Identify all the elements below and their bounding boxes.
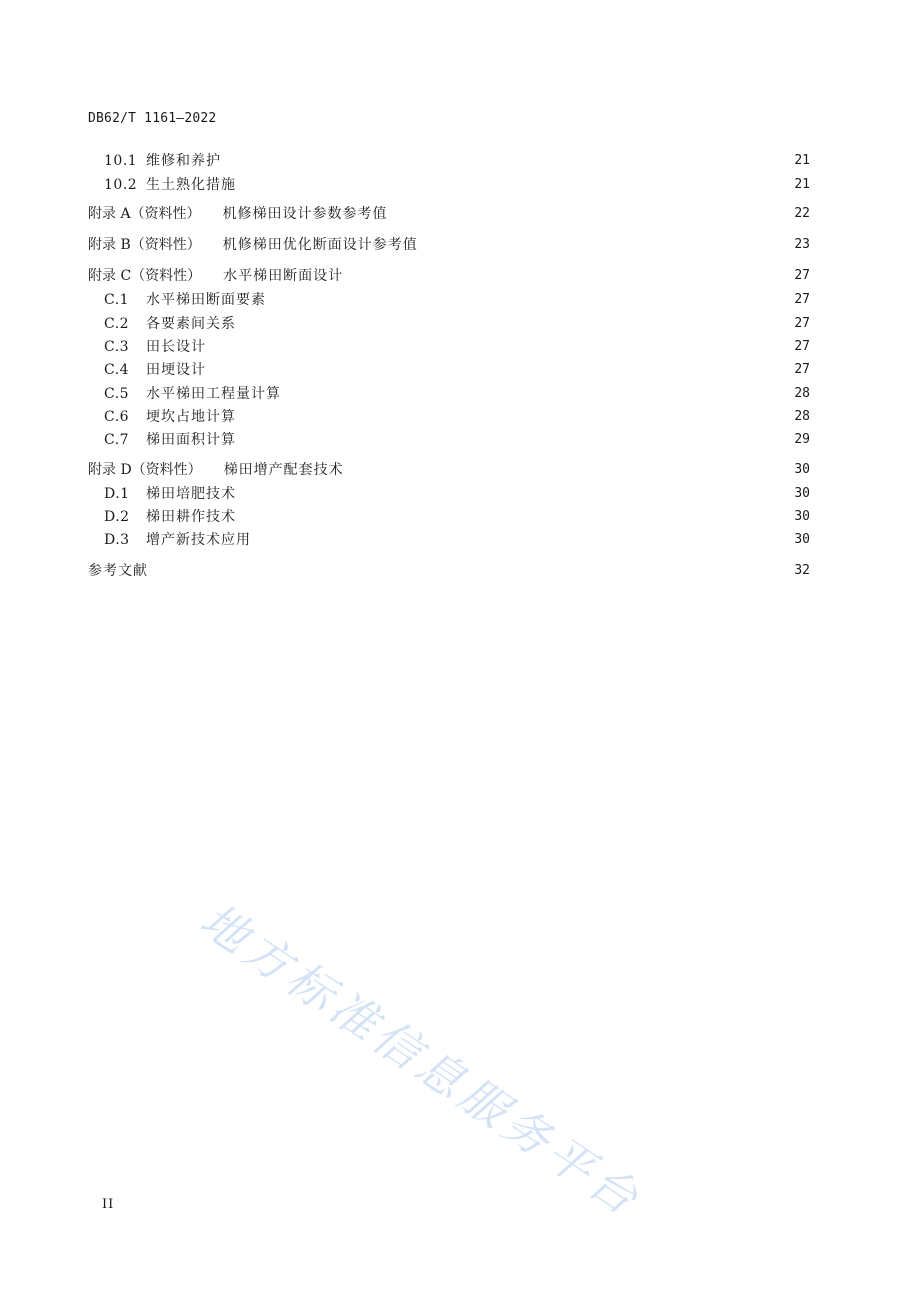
toc-entry-number: C.7 <box>104 432 130 448</box>
toc-entry-number: D.2 <box>104 509 130 525</box>
toc-entry-appendix-c[interactable] <box>88 266 810 286</box>
toc-entry-prefix: 附录 B（资料性） <box>88 237 201 253</box>
toc-entry-prefix: 附录 D（资料性） <box>88 462 202 478</box>
toc-entry-c-4[interactable] <box>88 360 810 380</box>
toc-leader-dots <box>270 290 788 310</box>
toc-leader-dots <box>240 507 788 527</box>
toc-entry-page: 30 <box>794 509 810 524</box>
toc-entry-page: 29 <box>794 432 810 447</box>
toc-entry-10-1[interactable] <box>88 151 810 171</box>
toc-entry-references[interactable] <box>88 561 810 581</box>
toc-leader-dots <box>240 407 788 427</box>
toc-leader-dots <box>210 337 788 357</box>
toc-entry-page: 28 <box>794 409 810 424</box>
toc-entry-title: 埂坎占地计算 <box>146 409 236 425</box>
toc-entry-c-1[interactable] <box>88 290 810 310</box>
toc-entry-number: C.5 <box>104 386 130 402</box>
toc-entry-title: 各要素间关系 <box>146 316 236 332</box>
toc-entry-page: 32 <box>794 563 810 578</box>
toc-entry-number: D.3 <box>104 532 130 548</box>
toc-entry-title: 水平梯田工程量计算 <box>146 386 281 402</box>
toc-leader-dots <box>210 360 788 380</box>
toc-leader-dots <box>240 430 788 450</box>
toc-entry-page: 21 <box>794 153 810 168</box>
toc-entry-page: 27 <box>794 292 810 307</box>
toc-entry-page: 27 <box>794 362 810 377</box>
toc-entry-page: 27 <box>794 316 810 331</box>
toc-leader-dots <box>347 266 788 286</box>
toc-leader-dots <box>392 204 788 224</box>
toc-leader-dots <box>152 561 788 581</box>
toc-entry-page: 23 <box>794 237 810 252</box>
toc-entry-d-3[interactable] <box>88 530 810 550</box>
toc-entry-c-5[interactable] <box>88 384 810 404</box>
toc-leader-dots <box>348 460 788 480</box>
toc-leader-dots <box>240 314 788 334</box>
toc-entry-number: C.3 <box>104 339 130 355</box>
toc-entry-title: 水平梯田断面设计 <box>223 268 344 284</box>
toc-entry-d-1[interactable] <box>88 484 810 504</box>
toc-entry-prefix: 附录 C（资料性） <box>88 268 202 284</box>
toc-entry-appendix-b[interactable] <box>88 235 810 255</box>
toc-entry-c-3[interactable] <box>88 337 810 357</box>
toc-entry-title: 机修梯田设计参数参考值 <box>222 206 388 222</box>
toc-leader-dots <box>225 151 788 171</box>
toc-entry-page: 30 <box>794 486 810 501</box>
toc-entry-number: 10.1 <box>104 153 138 169</box>
toc-entry-number: C.2 <box>104 316 130 332</box>
toc-leader-dots <box>240 484 788 504</box>
toc-entry-number: D.1 <box>104 486 130 502</box>
toc-entry-title: 水平梯田断面要素 <box>146 292 266 308</box>
toc-entry-title: 机修梯田优化断面设计参考值 <box>222 237 418 253</box>
toc-entry-title: 增产新技术应用 <box>146 532 251 548</box>
toc-leader-dots <box>422 235 788 255</box>
toc-entry-appendix-a[interactable] <box>88 204 810 224</box>
toc-entry-prefix: 附录 A（资料性） <box>88 206 201 222</box>
toc-entry-d-2[interactable] <box>88 507 810 527</box>
page-number: II <box>102 1197 115 1212</box>
toc-entry-number: C.4 <box>104 362 130 378</box>
toc-entry-page: 27 <box>794 268 810 283</box>
watermark-text: 地方标准信息服务平台 <box>190 892 653 1229</box>
toc-leader-dots <box>240 175 788 195</box>
toc-entry-c-7[interactable] <box>88 430 810 450</box>
toc-entry-number: 10.2 <box>104 177 138 193</box>
toc-entry-page: 30 <box>794 532 810 547</box>
toc-entry-title: 田长设计 <box>146 339 206 355</box>
toc-entry-title: 梯田增产配套技术 <box>223 462 344 478</box>
toc-entry-page: 21 <box>794 177 810 192</box>
toc-entry-page: 22 <box>794 206 810 221</box>
document-code: DB62/T 1161—2022 <box>88 111 217 126</box>
toc-entry-title: 维修和养护 <box>146 153 221 169</box>
toc-entry-page: 27 <box>794 339 810 354</box>
toc-entry-c-2[interactable] <box>88 314 810 334</box>
toc-entry-page: 28 <box>794 386 810 401</box>
toc-entry-title: 梯田培肥技术 <box>146 486 236 502</box>
toc-entry-number: C.6 <box>104 409 130 425</box>
toc-entry-number: C.1 <box>104 292 130 308</box>
toc-leader-dots <box>285 384 788 404</box>
toc-leader-dots <box>255 530 788 550</box>
toc-entry-title: 田埂设计 <box>146 362 206 378</box>
toc-entry-page: 30 <box>794 462 810 477</box>
toc-entry-appendix-d[interactable] <box>88 460 810 480</box>
toc-entry-title: 参考文献 <box>88 563 148 579</box>
toc-entry-title: 梯田耕作技术 <box>146 509 236 525</box>
toc-entry-c-6[interactable] <box>88 407 810 427</box>
toc-entry-title: 生土熟化措施 <box>146 177 236 193</box>
toc-entry-title: 梯田面积计算 <box>146 432 236 448</box>
toc-entry-10-2[interactable] <box>88 175 810 195</box>
